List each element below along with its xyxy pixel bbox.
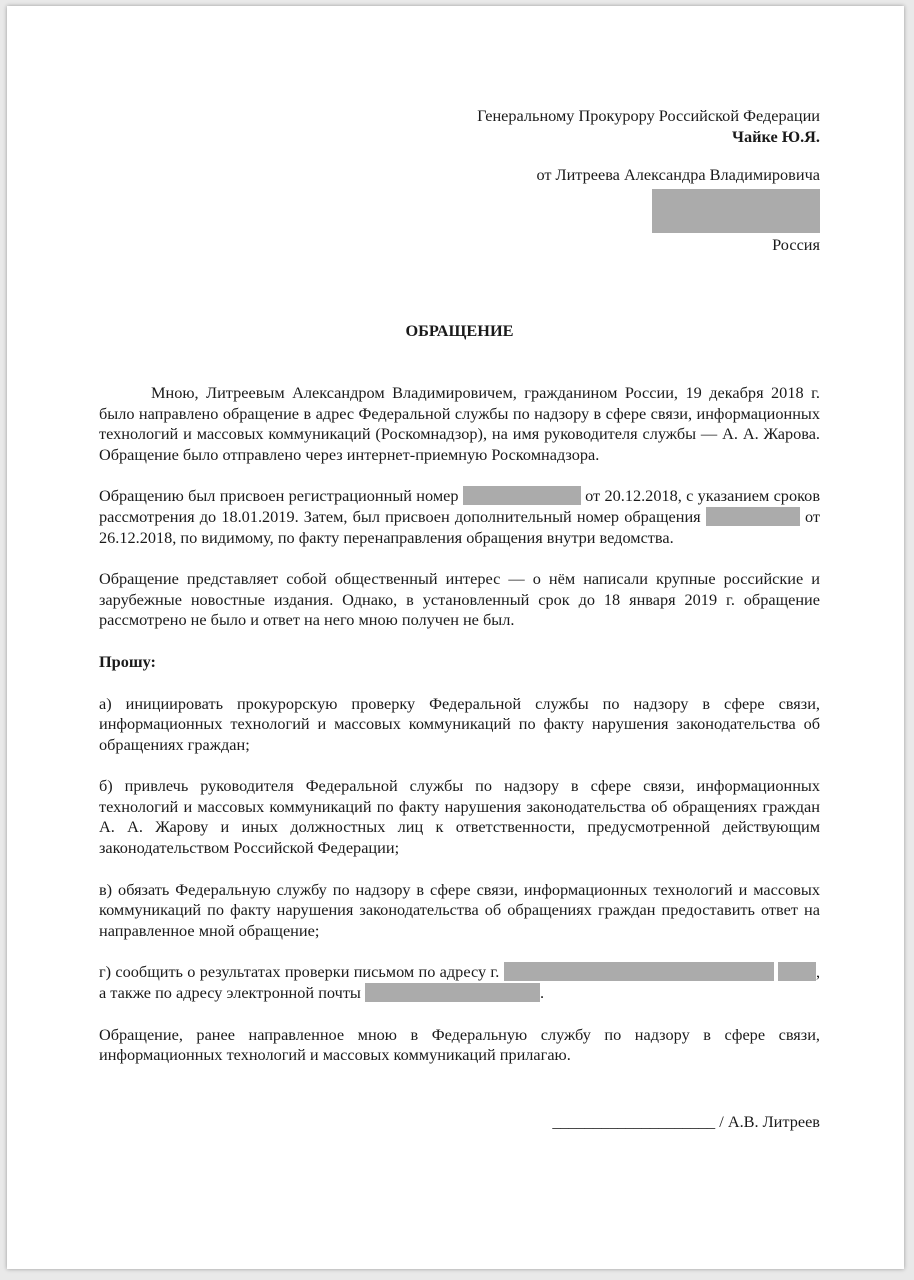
signature-separator: / (715, 1111, 728, 1131)
paragraph-intro: Мною, Литреевым Александром Владимировичем, гражданином России, 19 декабря 2018 г. было направлено обращение в адрес Федеральной службы по надзору в сфере связи, информационных технологий и массовых коммуникаций (Роскомнадзор), на имя руководителя службы — А. А. Жарова. Обращение было отправлено через интернет-приемную Роскомнадзора. (99, 382, 820, 464)
registration-text-1: Обращению был присвоен регистрационный номер (99, 486, 459, 506)
item-d-text-1: г) сообщить о результатах проверки письмом по адресу г. (99, 962, 500, 982)
registration-text-2: от 20.12.2018, с указанием сроков рассмотрения до 18.01.2019. Затем, был присвоен дополнительный номер обращения (99, 486, 821, 526)
signature-block (99, 1112, 820, 1133)
redacted-email (365, 983, 540, 1002)
redacted-additional-number (706, 507, 800, 526)
addressee-name: Чайке Ю.Я. (732, 126, 820, 146)
item-d-text-2: , а также по адресу электронной почты (99, 962, 821, 1003)
sender-country: Россия (772, 234, 820, 254)
request-heading: Прошу: (99, 651, 156, 671)
paragraph-public-interest: Обращение представляет собой общественный интерес — о нём написали крупные российские и зарубежные новостные издания. Однако, в установленный срок до 18 января 2019 г. обращение рассмотрено не было и ответ на него мною получен не был. (99, 569, 820, 630)
item-d-text-3: . (539, 983, 545, 1003)
redacted-postal-address (504, 962, 774, 981)
registration-text-3: от 26.12.2018, по видимому, по факту перенаправления обращения внутри ведомства. (99, 506, 820, 547)
redacted-postal-address-cont (778, 962, 816, 981)
document-page (7, 6, 904, 1269)
signatory-name: А.В. Литреев (727, 1111, 820, 1131)
request-item-a: а) инициировать прокурорскую проверку Федеральной службы по надзору в сфере связи, информационных технологий и массовых коммуникаций по факту нарушения законодательства об обращениях граждан; (99, 693, 820, 754)
addressee-line: Генеральному Прокурору Российской Федерации (477, 106, 820, 125)
document-body (99, 383, 820, 1066)
paragraph-closing: Обращение, ранее направленное мною в Федеральную службу по надзору в сфере связи, информационных технологий и массовых коммуникаций прилагаю. (99, 1024, 820, 1065)
paragraph-registration (99, 486, 820, 548)
sender-line: от Литреева Александра Владимировича (536, 165, 820, 185)
request-item-c: в) обязать Федеральную службу по надзору в сфере связи, информационных технологий и массовых коммуникаций по факту нарушения законодательства об обращениях граждан предоставить ответ на направленное мной обращение; (99, 879, 820, 940)
request-item-d (99, 962, 820, 1003)
request-item-b: б) привлечь руководителя Федеральной службы по надзору в сфере связи, информационных технологий и массовых коммуникаций по факту нарушения законодательства об обращениях граждан А. А. Жарову и иных должностных лиц к ответственности, предусмотренной действующим законодательством Российской Федерации; (99, 776, 820, 858)
signature-line: ____________________ (552, 1111, 716, 1131)
addressee-block (99, 106, 820, 255)
document-title: ОБРАЩЕНИЕ (405, 321, 514, 341)
redacted-address (652, 189, 820, 233)
redacted-registration-number (463, 486, 581, 505)
document-content (99, 106, 820, 1132)
